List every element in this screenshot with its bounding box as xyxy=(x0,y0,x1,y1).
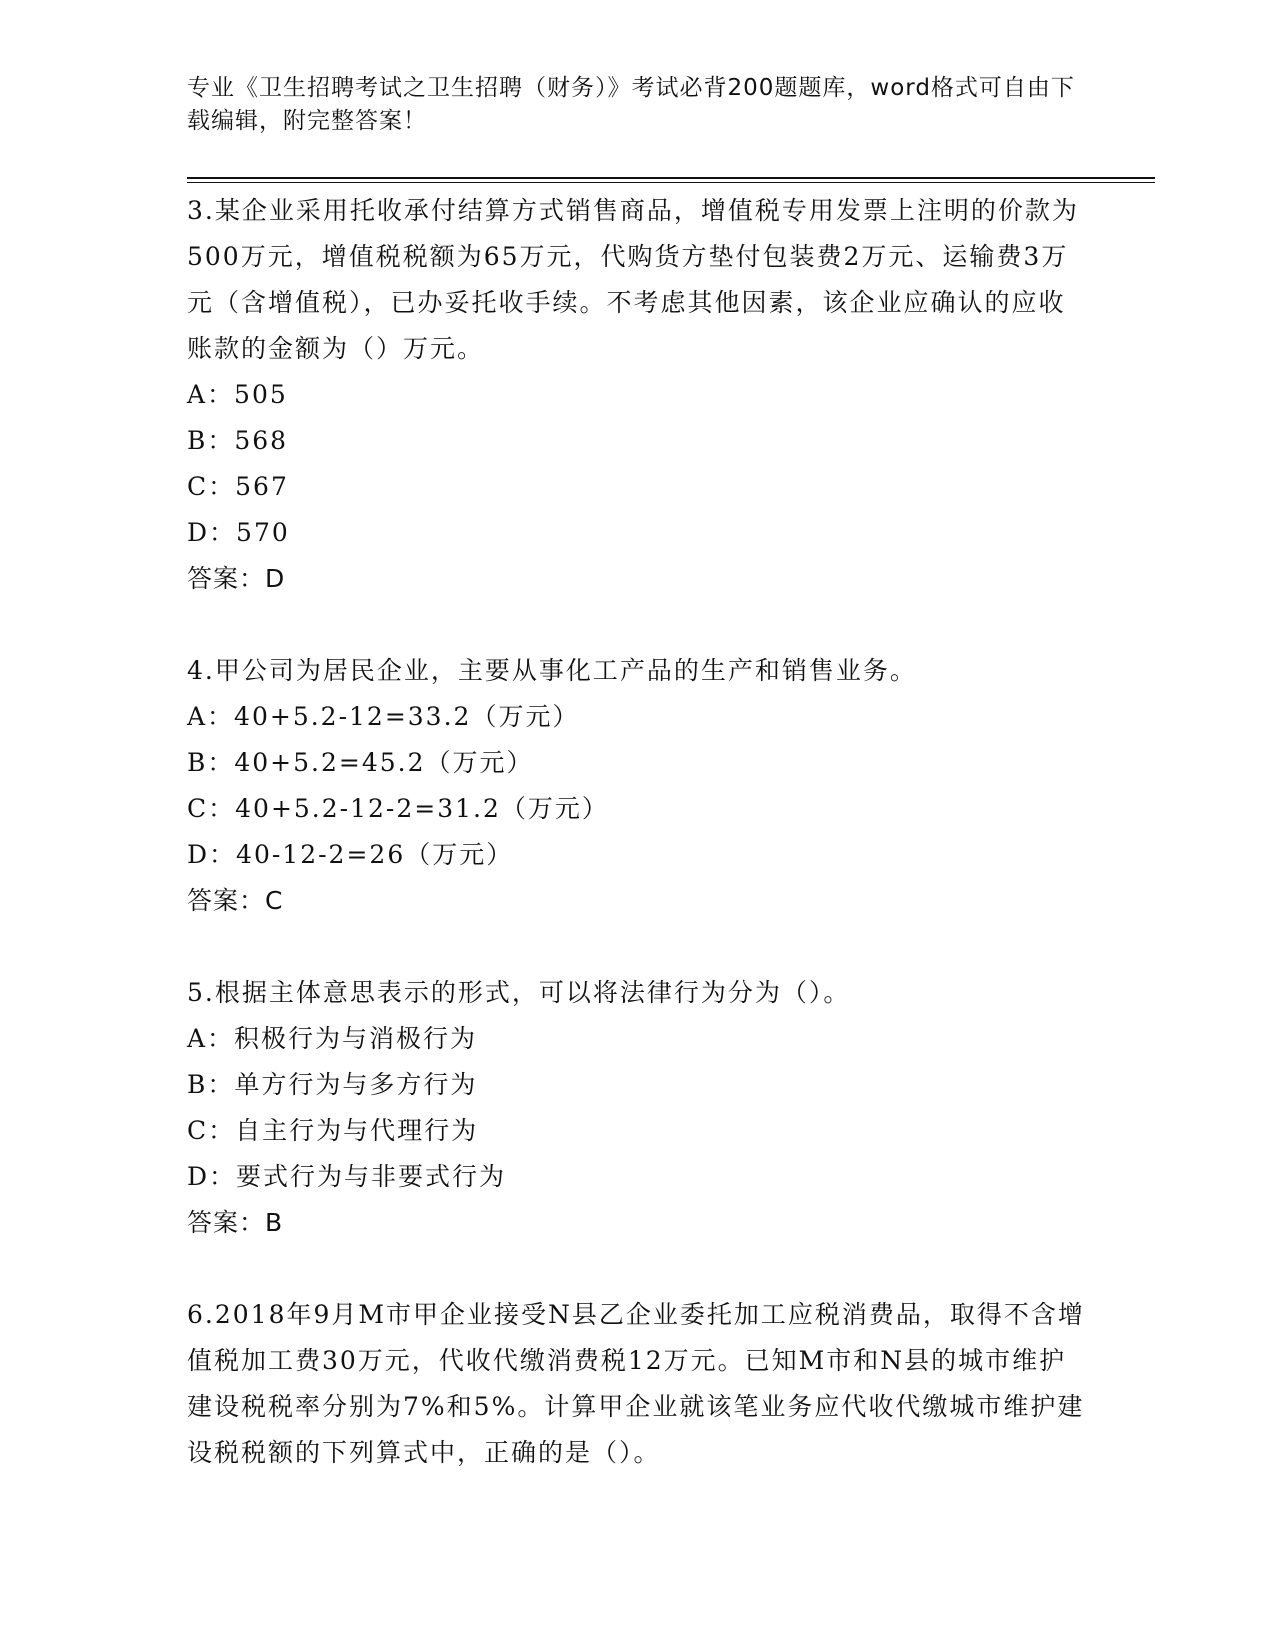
header-rule-thick xyxy=(187,177,1155,179)
header-rule-thin xyxy=(187,182,1155,183)
option-d: D：40-12-2=26（万元） xyxy=(187,840,514,869)
answer: 答案：B xyxy=(187,1208,284,1237)
option-c: C：567 xyxy=(187,472,289,501)
option-d: D：要式行为与非要式行为 xyxy=(187,1162,507,1191)
question-text: 5.根据主体意思表示的形式，可以将法律行为分为（）。 xyxy=(187,978,851,1007)
question-text: 4.甲公司为居民企业，主要从事化工产品的生产和销售业务。 xyxy=(187,656,917,685)
question-spacer xyxy=(187,924,1087,970)
option-b: B：40+5.2=45.2（万元） xyxy=(187,748,534,777)
option-a: A：40+5.2-12=33.2（万元） xyxy=(187,702,580,731)
option-a: A：505 xyxy=(187,380,288,409)
option-b: B：568 xyxy=(187,426,289,455)
question-list xyxy=(187,188,1087,1476)
question-4 xyxy=(187,648,1087,924)
question-6 xyxy=(187,1292,1087,1476)
option-a: A：积极行为与消极行为 xyxy=(187,1024,478,1053)
option-b: B：单方行为与多方行为 xyxy=(187,1070,478,1099)
question-3 xyxy=(187,188,1087,602)
option-c: C：自主行为与代理行为 xyxy=(187,1116,479,1145)
question-text: 6.2018年9月M市甲企业接受N县乙企业委托加工应税消费品，取得不含增值税加工费30万元，代收代缴消费税12万元。已知M市和N县的城市维护建设税税率分别为7%和5%。计算甲企业就该笔业务应代收代缴城市维护建设税税额的下列算式中，正确的是（）。 xyxy=(187,1300,1085,1467)
answer: 答案：C xyxy=(187,886,284,915)
document-title: 专业《卫生招聘考试之卫生招聘（财务）》考试必背200题题库，word格式可自由下载编辑，附完整答案！ xyxy=(187,75,1075,134)
question-5 xyxy=(187,970,1087,1246)
option-c: C：40+5.2-12-2=31.2（万元） xyxy=(187,794,609,823)
answer: 答案：D xyxy=(187,564,286,593)
question-text: 3.某企业采用托收承付结算方式销售商品，增值税专用发票上注明的价款为500万元，增值税税额为65万元，代购货方垫付包装费2万元、运输费3万元（含增值税），已办妥托收手续。不考虑其他因素，该企业应确认的应收账款的金额为（）万元。 xyxy=(187,196,1079,363)
question-spacer xyxy=(187,602,1087,648)
option-d: D：570 xyxy=(187,518,290,547)
question-spacer xyxy=(187,1246,1087,1292)
